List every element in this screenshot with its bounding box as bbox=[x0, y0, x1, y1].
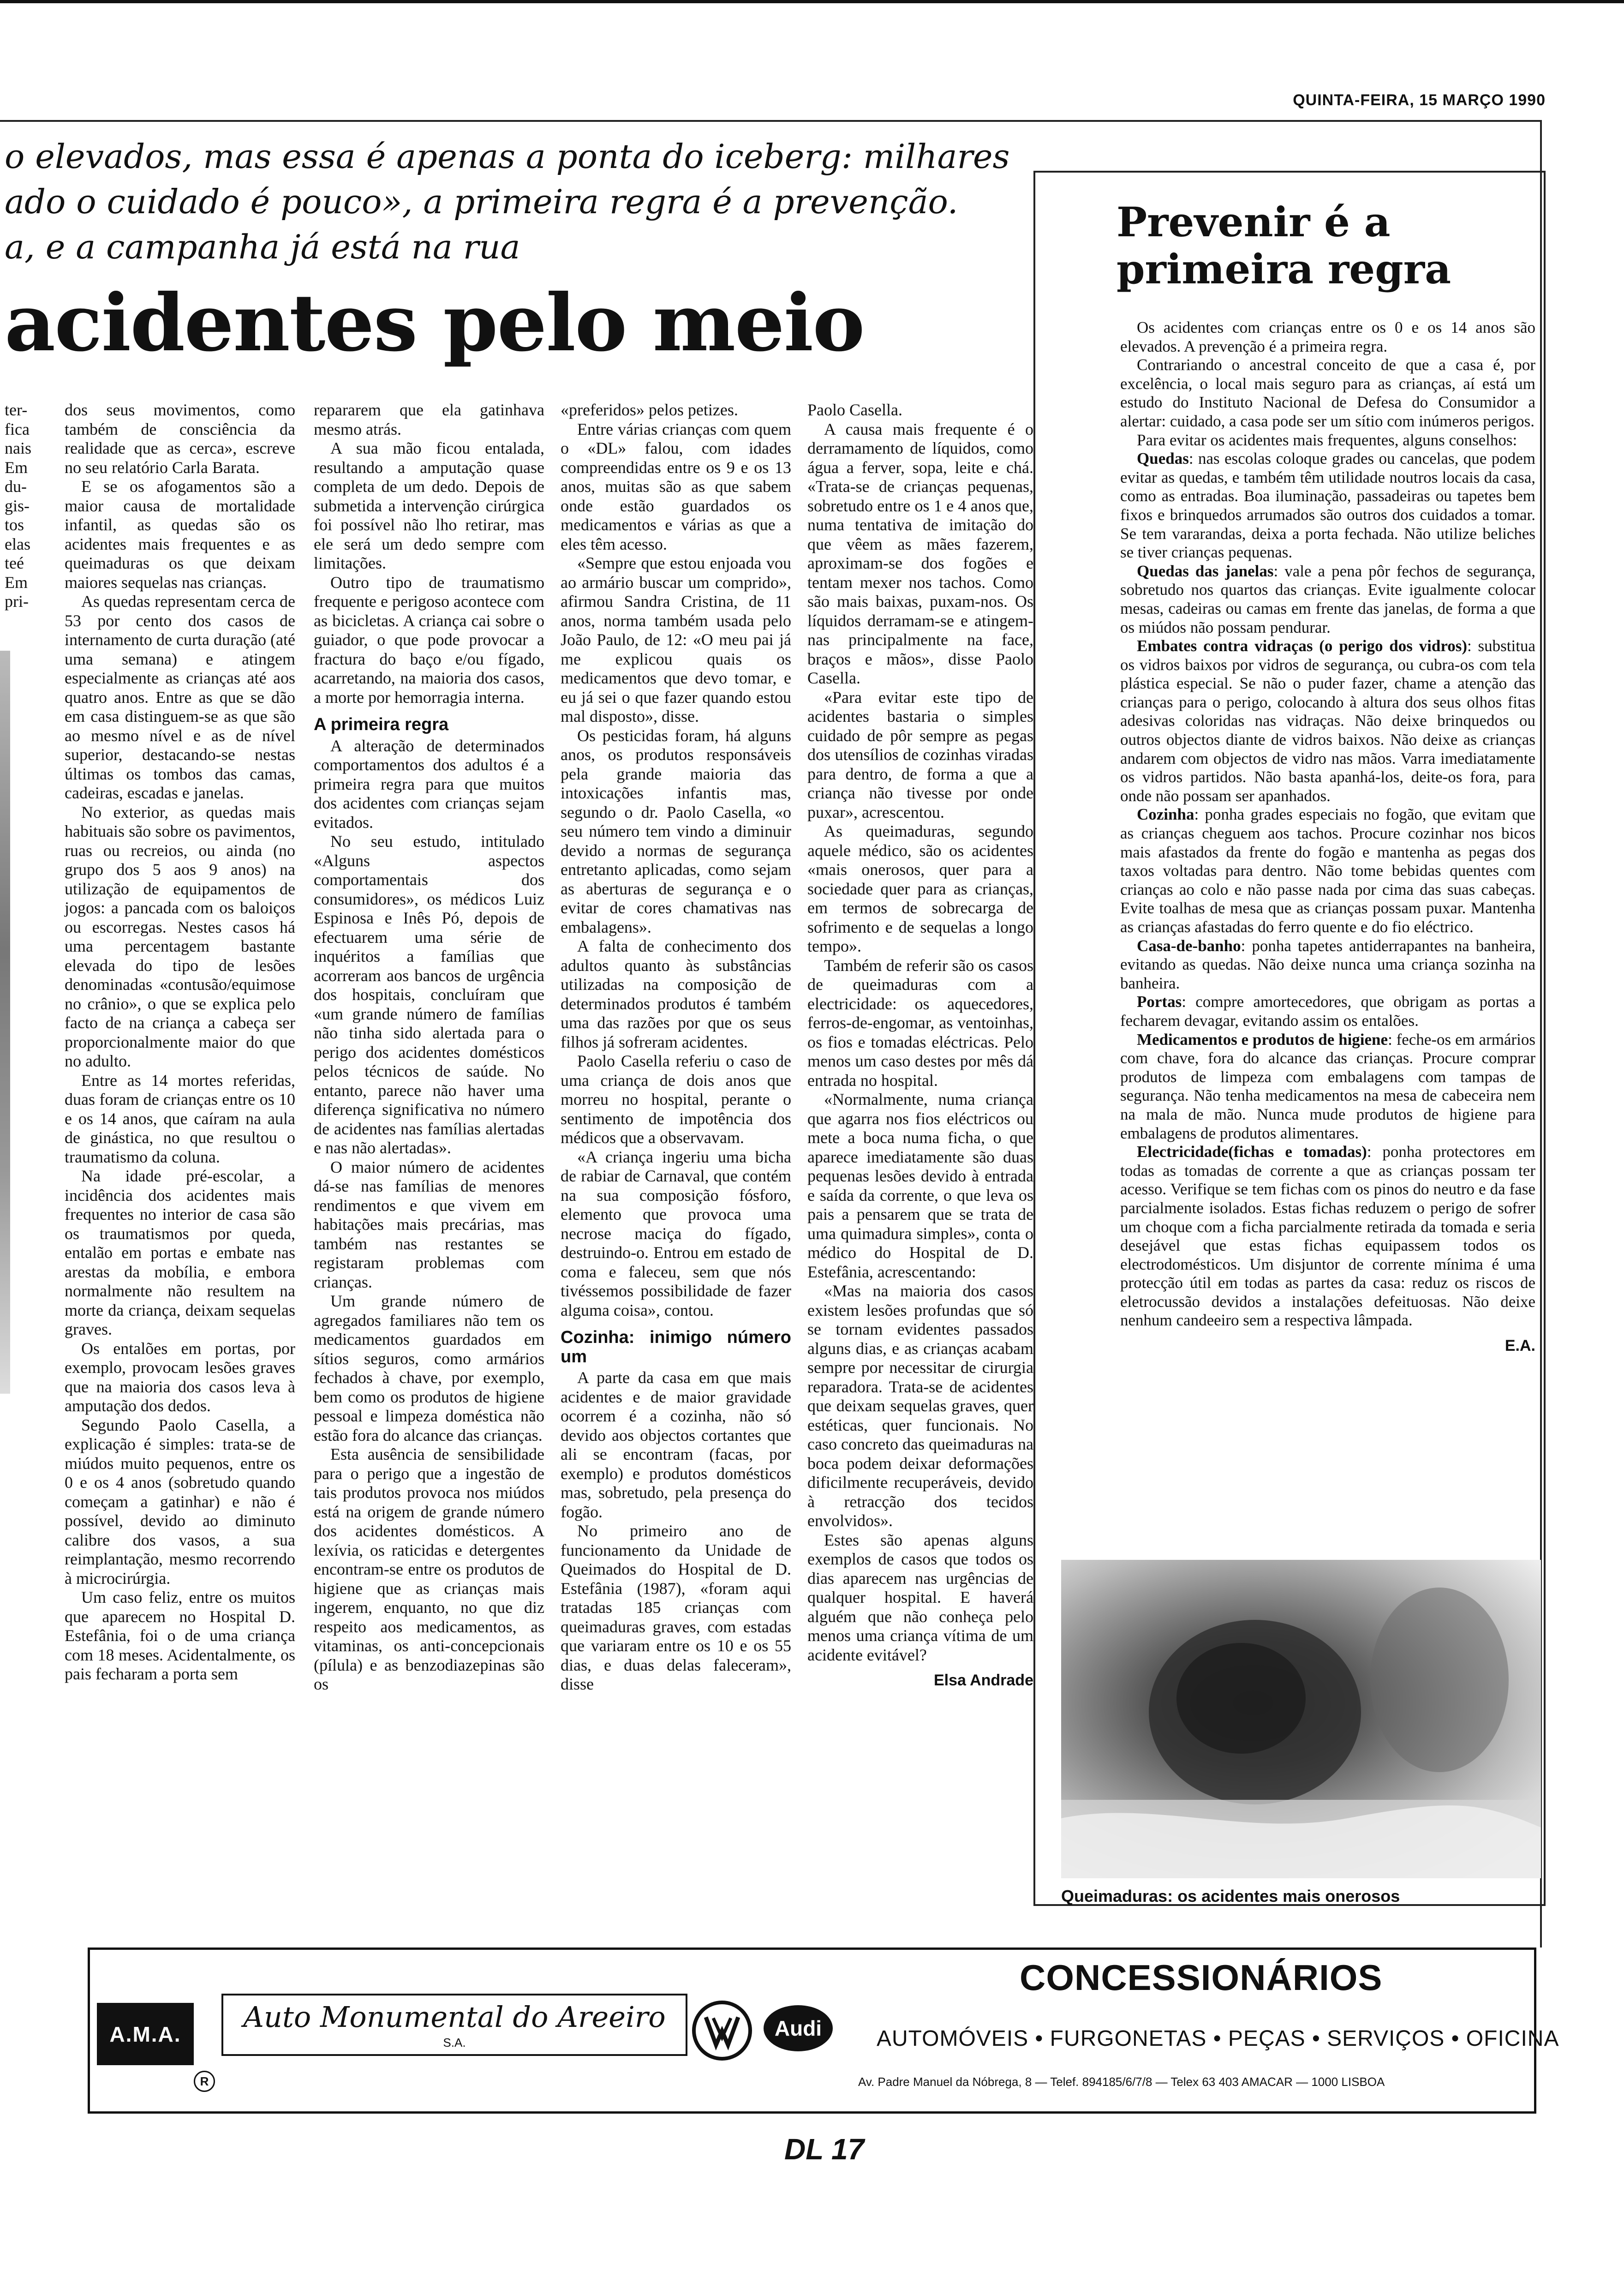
section-rule bbox=[0, 120, 1541, 122]
cropped-photo-strip bbox=[0, 651, 10, 1394]
kicker-line: ado o cuidado é pouco», a primeira regra é a prevenção. bbox=[5, 182, 958, 221]
dateline: QUINTA-FEIRA, 15 MARÇO 1990 bbox=[1293, 91, 1546, 109]
advice-item bbox=[1120, 1031, 1535, 1143]
paragraph: «Para evitar este tipo de acidentes bastaria o simples cuidado de pôr sempre as pegas dos utensílios de cozinhas viradas para dentro, de forma a que a criança não tivesse por onde puxar», acrescentou. bbox=[807, 688, 1033, 821]
subheading: A primeira regra bbox=[314, 715, 449, 734]
kicker bbox=[5, 134, 1010, 270]
kicker-line: a, e a campanha já está na rua bbox=[5, 228, 520, 266]
page-number: DL 17 bbox=[784, 2133, 865, 2166]
fragment-line: ter- bbox=[5, 401, 28, 419]
advice-label: Casa-de-banho bbox=[1137, 936, 1241, 955]
article-column-1 bbox=[65, 401, 295, 1684]
advice-text: : ponha tapetes antiderrapantes na banheira, evitando as quedas. Não deixe nunca uma criança sozinha na banheira. bbox=[1120, 936, 1535, 992]
paragraph: «Sempre que estou enjoada vou ao armário buscar um comprido», afirmou Sandra Cristina, de 11 anos, norma também usada pelo João Paulo, de 12: «O meu pai já me explicou quais os medicamentos que devo tomar, e eu já sei o que fazer quando estou mal disposto», disse. bbox=[561, 554, 791, 725]
paragraph: Os entalões em portas, por exemplo, provocam lesões graves que na maioria dos casos leva à amputação dos dedos. bbox=[65, 1339, 295, 1415]
advice-item bbox=[1120, 562, 1535, 637]
article-column-3 bbox=[561, 401, 791, 1694]
fragment-line: nais bbox=[5, 439, 31, 457]
paragraph: Outro tipo de traumatismo frequente e perigoso acontece com as bicicletas. A criança cai sobre o guiador, o que pode provocar a fractura do baço e/ou fígado, acarretando, na maioria dos casos, a morte por hemorragia interna. bbox=[314, 573, 544, 707]
paragraph: A sua mão ficou entalada, resultando a amputação quase completa de um dedo. Depois de submetida a intervenção cirúrgica foi possível não lho retirar, mas ele será um dedo sempre com limitações. bbox=[314, 439, 544, 572]
sidebar-paragraph: Contrariando o ancestral conceito de que a casa é, por excelência, o local mais seguro para as crianças, aí está um estudo do Instituto Nacional de Defesa do Consumidor a alertar: cuidado, a casa pode ser um sítio com inúmeros perigos. bbox=[1120, 356, 1535, 430]
paragraph: «Mas na maioria dos casos existem lesões profundas que só se tornam evidentes passados alguns dias, e as crianças acabam sempre por necessitar de cirurgia reparadora. Trata-se de acidentes que deixam sequelas graves, quer estéticas, quer funcionais. No caso concreto das queimaduras na boca podem deixar deformações dificilmente recuperáveis, devido à retracção dos tecidos envolvidos». bbox=[807, 1282, 1033, 1530]
paragraph: «Normalmente, numa criança que agarra nos fios eléctricos ou mete a boca numa ficha, o que aparece imediatamente são duas pequenas lesões devido à entrada e saída da corrente, o que leva os pais a pensarem que se trata de uma quimadura simples», conta o médico do Hospital de D. Estefânia, acrescentando: bbox=[807, 1090, 1033, 1281]
advice-text: : vale a pena pôr fechos de segurança, sobretudo nos quartos das crianças. Evite igualmente colocar mesas, cadeiras ou camas em frente das janelas, de forma a que os miúdos não possam pendurar. bbox=[1120, 562, 1535, 636]
advice-label: Quedas bbox=[1137, 449, 1189, 468]
previous-page-fragment bbox=[5, 401, 47, 611]
ad-address: Av. Padre Manuel da Nóbrega, 8 — Telef. 894185/6/7/8 — Telex 63 403 AMACAR — 1000 LISBOA bbox=[858, 2075, 1385, 2089]
advice-item bbox=[1120, 937, 1535, 993]
sidebar-title-line: primeira regra bbox=[1116, 245, 1451, 293]
dealer-suffix: S.A. bbox=[443, 2035, 466, 2049]
author-signature: Elsa Andrade bbox=[933, 1672, 1033, 1689]
paragraph: No exterior, as quedas mais habituais são sobre os pavimentos, ruas ou recreios, ou ainda (no grupo dos 5 aos 9 anos) na utilização de equipamentos de jogos: a pancada com os baloiços ou escorregas. Nestes casos há uma percentagem bastante elevada do tipo de lesões denominadas «contusão/equimose no crânio», o que se explica pelo facto de na criança a cabeça ser proporcionalmente maior do que no adulto. bbox=[65, 803, 295, 1070]
fragment-line: teé bbox=[5, 554, 24, 572]
fragment-line: tos bbox=[5, 515, 24, 534]
advice-label: Portas bbox=[1137, 993, 1182, 1011]
article-column-2 bbox=[314, 401, 544, 1694]
sidebar-body bbox=[1120, 318, 1535, 1355]
fragment-line: gis- bbox=[5, 496, 30, 515]
subheading: Cozinha: inimigo número um bbox=[561, 1328, 791, 1366]
advice-label: Electricidade(fichas e tomadas) bbox=[1137, 1143, 1367, 1161]
vw-logo-icon bbox=[692, 2001, 752, 2061]
advice-label: Embates contra vidraças (o perigo dos vidros) bbox=[1137, 637, 1468, 655]
paragraph: Um caso feliz, entre os muitos que aparecem no Hospital D. Estefânia, foi o de uma criança com 18 meses. Acidentalmente, os pais fecharam a porta sem bbox=[65, 1588, 295, 1683]
paragraph: A parte da casa em que mais acidentes e de maior gravidade ocorrem é a cozinha, não só devido aos objectos cortantes que ali se encontram (facas, por exemplo) e produtos domésticos mas, sobretudo, pela presença do fogão. bbox=[561, 1368, 791, 1521]
advice-item bbox=[1120, 993, 1535, 1030]
kicker-line: o elevados, mas essa é apenas a ponta do iceberg: milhares bbox=[5, 137, 1010, 176]
dealer-name-box bbox=[221, 1994, 687, 2056]
article-column-4 bbox=[807, 401, 1033, 1690]
ad-title: CONCESSIONÁRIOS bbox=[1020, 1957, 1383, 1998]
burn-victim-photo bbox=[1061, 1560, 1541, 1878]
paragraph: E se os afogamentos são a maior causa de mortalidade infantil, as quedas são os acidentes mais frequentes e as queimaduras os que deixam maiores sequelas nas crianças. bbox=[65, 477, 295, 592]
paragraph: No primeiro ano de funcionamento da Unidade de Queimados do Hospital de D. Estefânia (1987), «foram aqui tratadas 185 crianças com queimaduras graves, com estadas que variaram entre os 10 e os 55 dias, e duas delas faleceram», disse bbox=[561, 1522, 791, 1693]
paragraph: No seu estudo, intitulado «Alguns aspectos comportamentais dos consumidores», os médicos Luiz Espinosa e Inês Pó, depois de efectuarem uma série de inquéritos a famílias que acorreram aos bancos de urgência dos hospitais, concluíram que «um grande número de famílias não tinha sido alertada para o perigo dos acidentes domésticos pelos técnicos de saúde. No entanto, parece não haver uma diferença significativa no número de acidentes nas famílias alertadas e nas não alertadas». bbox=[314, 832, 544, 1157]
advice-text: : ponha protectores em todas as tomadas de corrente a que as crianças possam ter acesso. Verifique se tem fichas com os pinos do neutro e da fase parcialmente isolados. Estas fichas reduzem o perigo de sofrer um choque com a ficha parcialmente retirada da tomada e seria desejável que estas fichas equipassem todos os electrodomésticos. Um disjuntor de corrente mínima é uma protecção útil em todas as partes da casa: reduz os riscos de eletrocussão devidos a instalações defeituosas. Não deixe nenhum candeeiro sem a respectiva lâmpada. bbox=[1120, 1143, 1535, 1330]
advice-item bbox=[1120, 449, 1535, 562]
advice-label: Cozinha bbox=[1137, 805, 1194, 824]
paragraph: Um grande número de agregados familiares não tem os medicamentos guardados em sítios seguros, como armários fechados à chave, por exemplo, bem como os produtos de higiene pessoal e limpeza doméstica não estão fora do alcance das crianças. bbox=[314, 1292, 544, 1444]
fragment-line: Em bbox=[5, 458, 28, 477]
paragraph: O maior número de acidentes dá-se nas famílias de menores rendimentos e que vivem em habitações mais precárias, mas também nas restantes se registaram problemas com crianças. bbox=[314, 1157, 544, 1291]
paragraph: Entre as 14 mortes referidas, duas foram de crianças entre os 10 e os 14 anos, que caíram na aula de ginástica, no que resultou o traumatismo da coluna. bbox=[65, 1071, 295, 1166]
fragment-line: Em bbox=[5, 573, 28, 592]
dealer-name: Auto Monumental do Areeiro bbox=[243, 2000, 666, 2034]
paragraph: As queimaduras, segundo aquele médico, são os acidentes «mais onerosos, quer para a sociedade quer para as crianças, em termos de sobrecarga de sofrimento e de sequelas a longo tempo». bbox=[807, 822, 1033, 955]
paragraph: A causa mais frequente é o derramamento de líquidos, como água a ferver, sopa, leite e chá. «Trata-se de crianças pequenas, sobretudo entre os 1 e 4 anos que, numa tentativa de imitação do que vêem as mães fazerem, aproximam-se dos fogões e tentam mexer nos tachos. Como são mais baixas, puxam-nos. Os líquidos derramam-se e atingem-nas principalmente na face, braços e mãos», disse Paolo Casella. bbox=[807, 419, 1033, 687]
paragraph: Também de referir são os casos de queimaduras com a electricidade: os aquecedores, ferros-de-engomar, as ventoinhas, os fios e tomadas eléctricas. Pelo menos um caso destes por mês dá entrada no hospital. bbox=[807, 956, 1033, 1090]
paragraph: As quedas representam cerca de 53 por cento dos casos de internamento de curta duração (até uma semana) e atingem especialmente as crianças até aos quatro anos. Entre as que se dão em casa distinguem-se as que são ao mesmo nível e as de nível superior, destacando-se nestas últimas os tombos das camas, cadeiras, escadas e janelas. bbox=[65, 592, 295, 802]
fragment-line: pri- bbox=[5, 592, 29, 611]
sidebar-title-line: Prevenir é a bbox=[1116, 198, 1391, 246]
fragment-line: elas bbox=[5, 534, 30, 553]
paragraph: Os pesticidas foram, há alguns anos, os produtos responsáveis pela grande maioria das intoxicações infantis mas, segundo o dr. Paolo Casella, «o seu número tem vindo a diminuir devido a normas de segurança entretanto aplicadas, como sejam as aberturas de segurança e o evitar de cores chamativas nas embalagens». bbox=[561, 726, 791, 936]
sidebar-intro: Os acidentes com crianças entre os 0 e os 14 anos são elevados. A prevenção é a primeira regra. bbox=[1120, 318, 1535, 355]
paragraph: Segundo Paolo Casella, a explicação é simples: trata-se de miúdos muito pequenos, entre os 0 e os 4 anos (sobretudo quando começam a gatinhar) e não é possível, devido ao diminuto calibre dos vasos, a sua reimplantação, mesmo recorrendo à microcirúrgia. bbox=[65, 1415, 295, 1588]
advice-text: : nas escolas coloque grades ou cancelas, que podem evitar as quedas, e também têm utilidade noutros locais da casa, como as entradas. Boa iluminação, passadeiras ou tapetes bem fixos e brinquedos arrumados são outros dos cuidados a tomar. Se tem vararandas, deixa a porta fechada. Não utilize beliches se tiver crianças pequenas. bbox=[1120, 449, 1535, 562]
paragraph: «A criança ingeriu uma bicha de rabiar de Carnaval, que contém na sua composição fósforo, elemento que provoca uma necrose maciça do fígado, destruindo-o. Entrou em estado de coma e faleceu, sem que nós tivéssemos possibilidade de fazer alguma coisa», contou. bbox=[561, 1147, 791, 1319]
paragraph: dos seus movimentos, como também de consciência da realidade que as cerca», escreve no seu relatório Carla Barata. bbox=[65, 401, 295, 477]
advice-text: : ponha grades especiais no fogão, que evitam que as crianças cheguem aos tachos. Procure cozinhar nos bicos mais afastados da frente do fogão e mantenha as pegas dos taxos voltadas para dentro. Não tome bebidas quentes com crianças ao colo e não passe nada por cima das suas cabeças. Evite toalhas de mesa que as crianças possam puxar. Mantenha as crianças afastadas do ferro quente e do fio eléctrico. bbox=[1120, 805, 1535, 936]
paragraph: Entre várias crianças com quem o «DL» falou, com idades compreendidas entre os 9 e os 13 anos, muitas são as que sabem onde estão guardados os medicamentos e várias as que a eles têm acesso. bbox=[561, 419, 791, 553]
paragraph: Na idade pré-escolar, a incidência dos acidentes mais frequentes no interior de casa são os traumatismos por queda, entalão em portas e embate nas arestas da mobília, e embora normalmente não resultem na morte da criança, deixam sequelas graves. bbox=[65, 1167, 295, 1338]
advice-item bbox=[1120, 1143, 1535, 1330]
advice-text: : substitua os vidros baixos por vidros de segurança, ou cubra-os com tela plástica especial. Se não o puder fazer, chame a atenção das crianças para o perigo, colocando à altura dos seus olhos fitas adesivas coloridas nas vidraças. Não deixe brinquedos ou outros objectos diante de vidros baixos. Não deixe as crianças andarem com objectos de vidro nas mãos. Varra imediatamente os vidros partidos. Não basta apanhá-los, deite-os fora, para onde não possam ser apanhados. bbox=[1120, 637, 1535, 805]
sidebar-paragraph: Para evitar os acidentes mais frequentes, alguns conselhos: bbox=[1137, 431, 1517, 449]
advice-item bbox=[1120, 805, 1535, 936]
sidebar-title bbox=[1116, 198, 1451, 293]
paragraph: A falta de conhecimento dos adultos quanto às substâncias utilizadas na composição de determinados produtos é também uma das razões por que os seus filhos já sofreram acidentes. bbox=[561, 937, 791, 1051]
advice-text: : compre amortecedores, que obrigam as portas a fecharem devagar, evitando assim os entalões. bbox=[1120, 993, 1535, 1030]
ama-logo: A.M.A. bbox=[97, 2003, 194, 2065]
audi-logo: Audi bbox=[764, 2005, 833, 2051]
paragraph: «preferidos» pelos petizes. bbox=[561, 401, 738, 419]
advice-item bbox=[1120, 637, 1535, 805]
sidebar-signature: E.A. bbox=[1505, 1337, 1535, 1355]
advice-label: Medicamentos e produtos de higiene bbox=[1137, 1030, 1388, 1049]
paragraph: Esta ausência de sensibilidade para o perigo que a ingestão de tais produtos provoca nos miúdos está na origem de grande número dos acidentes domésticos. A lexívia, os raticidas e detergentes encontram-se entre os produtos de higiene que as crianças mais ingerem, enquanto, no que diz respeito aos medicamentos, as vitaminas, os anti-concepcionais (pílula) e as benzodiazepinas são os bbox=[314, 1445, 544, 1693]
photo-illustration bbox=[1061, 1560, 1541, 1878]
top-rule bbox=[0, 0, 1624, 3]
advice-text: : feche-os em armários com chave, fora do alcance das crianças. Procure comprar produtos de limpeza com embalagens com tampas de segurança. Não tenha medicamentos na mesa de cabeceira nem na mala de mão. Nunca mude produtos de higiene para embalagens de produtos alimentares. bbox=[1120, 1030, 1535, 1142]
ad-services: AUTOMÓVEIS • FURGONETAS • PEÇAS • SERVIÇOS • OFICINA bbox=[877, 2026, 1559, 2051]
photo-caption: Queimaduras: os acidentes mais onerosos bbox=[1061, 1887, 1400, 1906]
fragment-line: fica bbox=[5, 419, 30, 438]
paragraph: repararem que ela gatinhava mesmo atrás. bbox=[314, 401, 544, 438]
advice-label: Quedas das janelas bbox=[1137, 562, 1274, 580]
paragraph: A alteração de determinados comportamentos dos adultos é a primeira regra para que muitos dos acidentes com crianças sejam evitados. bbox=[314, 736, 544, 832]
paragraph: Paolo Casella referiu o caso de uma criança de dois anos que morreu no hospital, perante o sentimento de impotência dos médicos que a observavam. bbox=[561, 1052, 791, 1147]
headline: acidentes pelo meio bbox=[5, 277, 864, 369]
paragraph: Estes são apenas alguns exemplos de casos que todos os dias aparecem nas urgências de qualquer hospital. E haverá alguém que não conheça pelo menos uma criança vítima de um acidente evitável? bbox=[807, 1530, 1033, 1664]
paragraph: Paolo Casella. bbox=[807, 401, 902, 419]
fragment-line: du- bbox=[5, 477, 27, 496]
registered-mark-icon: R bbox=[194, 2071, 215, 2092]
